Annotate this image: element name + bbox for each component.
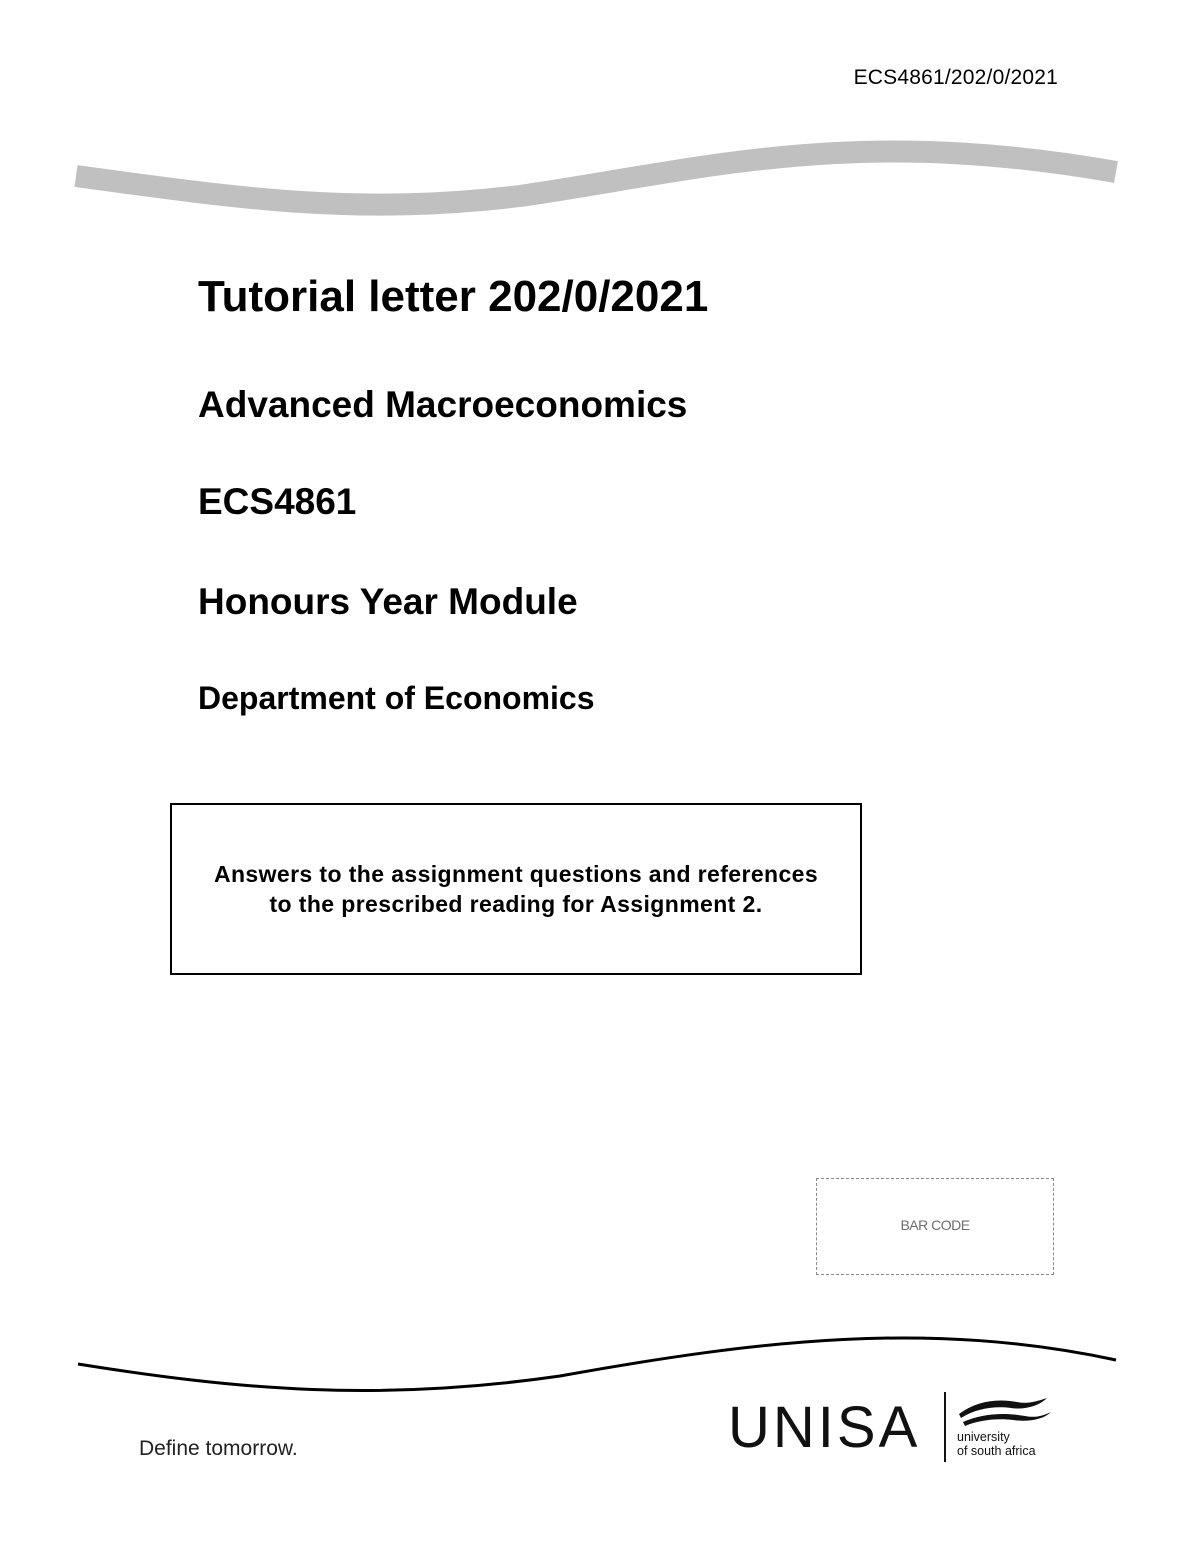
notice-box (170, 803, 862, 975)
module-level: Honours Year Module (198, 581, 578, 622)
module-code: ECS4861 (198, 481, 357, 522)
barcode-label: BAR CODE (900, 1217, 970, 1233)
logo-separator (944, 1392, 946, 1462)
logo-subtitle-line-2: of south africa (957, 1444, 1036, 1458)
notice-line-1: Answers to the assignment questions and references (213, 861, 819, 887)
notice-text (172, 859, 860, 919)
top-wave-decoration (76, 152, 1116, 205)
tagline: Define tomorrow. (139, 1437, 298, 1460)
barcode-placeholder (816, 1178, 1054, 1275)
unisa-logo (728, 1388, 1058, 1468)
document-code: ECS4861/202/0/2021 (853, 66, 1058, 89)
logo-wordmark: UNISA (728, 1395, 921, 1460)
bottom-wave-decoration (78, 1338, 1116, 1391)
notice-line-2: to the prescribed reading for Assignment 2. (269, 891, 763, 917)
module-name: Advanced Macroeconomics (198, 384, 688, 425)
logo-subtitle-line-1: university (957, 1430, 1010, 1444)
logo-subtitle (957, 1430, 1036, 1458)
department-name: Department of Economics (198, 680, 595, 716)
logo-emblem-icon (955, 1394, 1055, 1428)
page-title: Tutorial letter 202/0/2021 (198, 272, 709, 321)
